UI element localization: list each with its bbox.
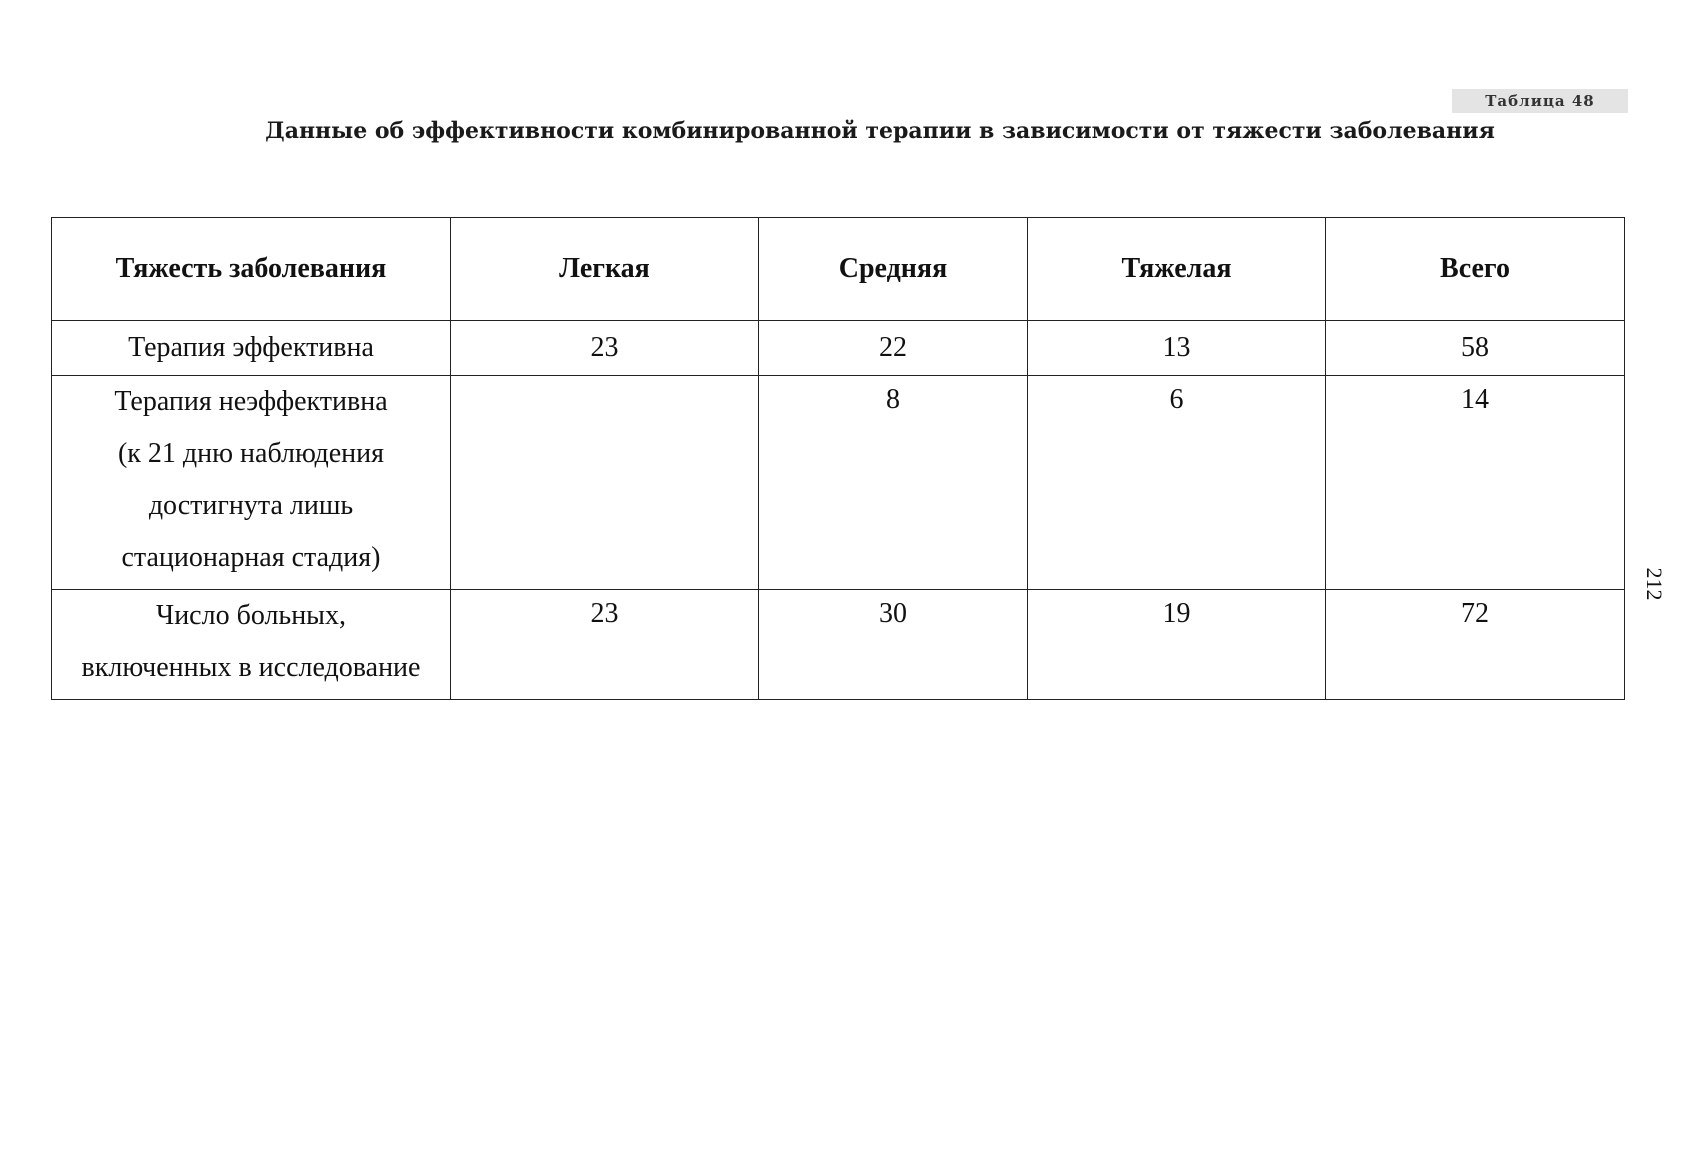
header-row [52, 218, 1625, 321]
cell-total-moderate: 30 [759, 590, 1028, 700]
cell-effective-severe: 13 [1028, 321, 1326, 376]
row-label-line: Терапия неэффективна [114, 386, 388, 417]
row-label-total-patients [52, 590, 451, 700]
header-severe: Тяжелая [1028, 218, 1326, 321]
cell-total-severe: 19 [1028, 590, 1326, 700]
row-label-line: стационарная стадия) [121, 542, 381, 573]
therapy-efficacy-table [51, 217, 1625, 700]
row-label-effective [52, 321, 451, 376]
cell-ineffective-severe: 6 [1028, 376, 1326, 590]
table-number-label: Таблица 48 [1452, 89, 1628, 113]
table-title: Данные об эффективности комбинированной терапии в зависимости от тяжести заболевания [265, 118, 1495, 144]
header-moderate: Средняя [759, 218, 1028, 321]
row-label-line: включенных в исследование [81, 652, 421, 683]
table-row-effective [52, 321, 1625, 376]
table-row-total-patients [52, 590, 1625, 700]
cell-total-total: 72 [1326, 590, 1625, 700]
row-label-line: (к 21 дню наблюдения [117, 438, 385, 469]
cell-ineffective-total: 14 [1326, 376, 1625, 590]
row-label-ineffective [52, 376, 451, 590]
header-total: Всего [1326, 218, 1625, 321]
page-number: 212 [1642, 567, 1667, 601]
cell-effective-total: 58 [1326, 321, 1625, 376]
cell-total-mild: 23 [451, 590, 759, 700]
row-label-line: достигнута лишь [148, 490, 354, 521]
table-row-ineffective [52, 376, 1625, 590]
header-severity: Тяжесть заболевания [52, 218, 451, 321]
cell-effective-mild: 23 [451, 321, 759, 376]
row-label-line: Число больных, [156, 600, 346, 631]
cell-ineffective-mild [451, 376, 759, 590]
cell-effective-moderate: 22 [759, 321, 1028, 376]
header-mild: Легкая [451, 218, 759, 321]
cell-ineffective-moderate: 8 [759, 376, 1028, 590]
row-label-line: Терапия эффективна [128, 332, 374, 363]
